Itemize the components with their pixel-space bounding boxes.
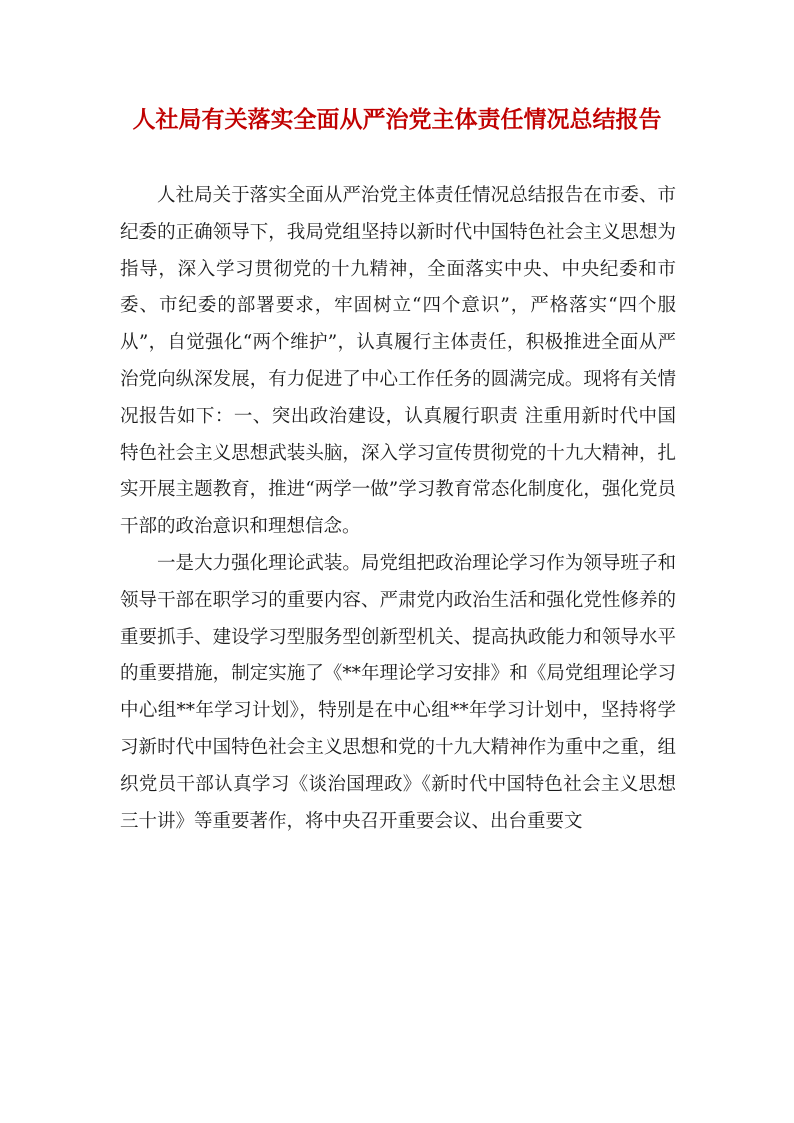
paragraph-1: 人社局关于落实全面从严治党主体责任情况总结报告在市委、市纪委的正确领导下，我局党组坚持以新时代中国特色社会主义思想为指导，深入学习贯彻党的十九精神，全面落实中央、中央纪委和市委、市纪委的部署要求，牢固树立“四个意识”，严格落实“四个服从”，自觉强化“两个维护”，认真履行主体责任，积极推进全面从严治党向纵深发展，有力促进了中心工作任务的圆满完成。现将有关情况报告如下：一、突出政治建设，认真履行职责 注重用新时代中国特色社会主义思想武装头脑，深入学习宣传贯彻党的十九大精神，扎实开展主题教育，推进“两学一做”学习教育常态化制度化，强化党员干部的政治意识和理想信念。 (120, 185, 676, 538)
paragraph-2: 一是大力强化理论武装。局党组把政治理论学习作为领导班子和领导干部在职学习的重要内容、严肃党内政治生活和强化党性修养的重要抓手、建设学习型服务型创新型机关、提高执政能力和领导水平的重要措施，制定实施了《**年理论学习安排》和《局党组理论学习中心组**年学习计划》，特别是在中心组**年学习计划中，坚持将学习新时代中国特色社会主义思想和党的十九大精神作为重中之重，组织党员干部认真学习《谈治国理政》《新时代中国特色社会主义思想三十讲》等重要著作，将中央召开重要会议、出台重要文 (120, 552, 676, 832)
document-title: 人社局有关落实全面从严治党主体责任情况总结报告 (132, 106, 662, 133)
document-body (120, 178, 676, 840)
